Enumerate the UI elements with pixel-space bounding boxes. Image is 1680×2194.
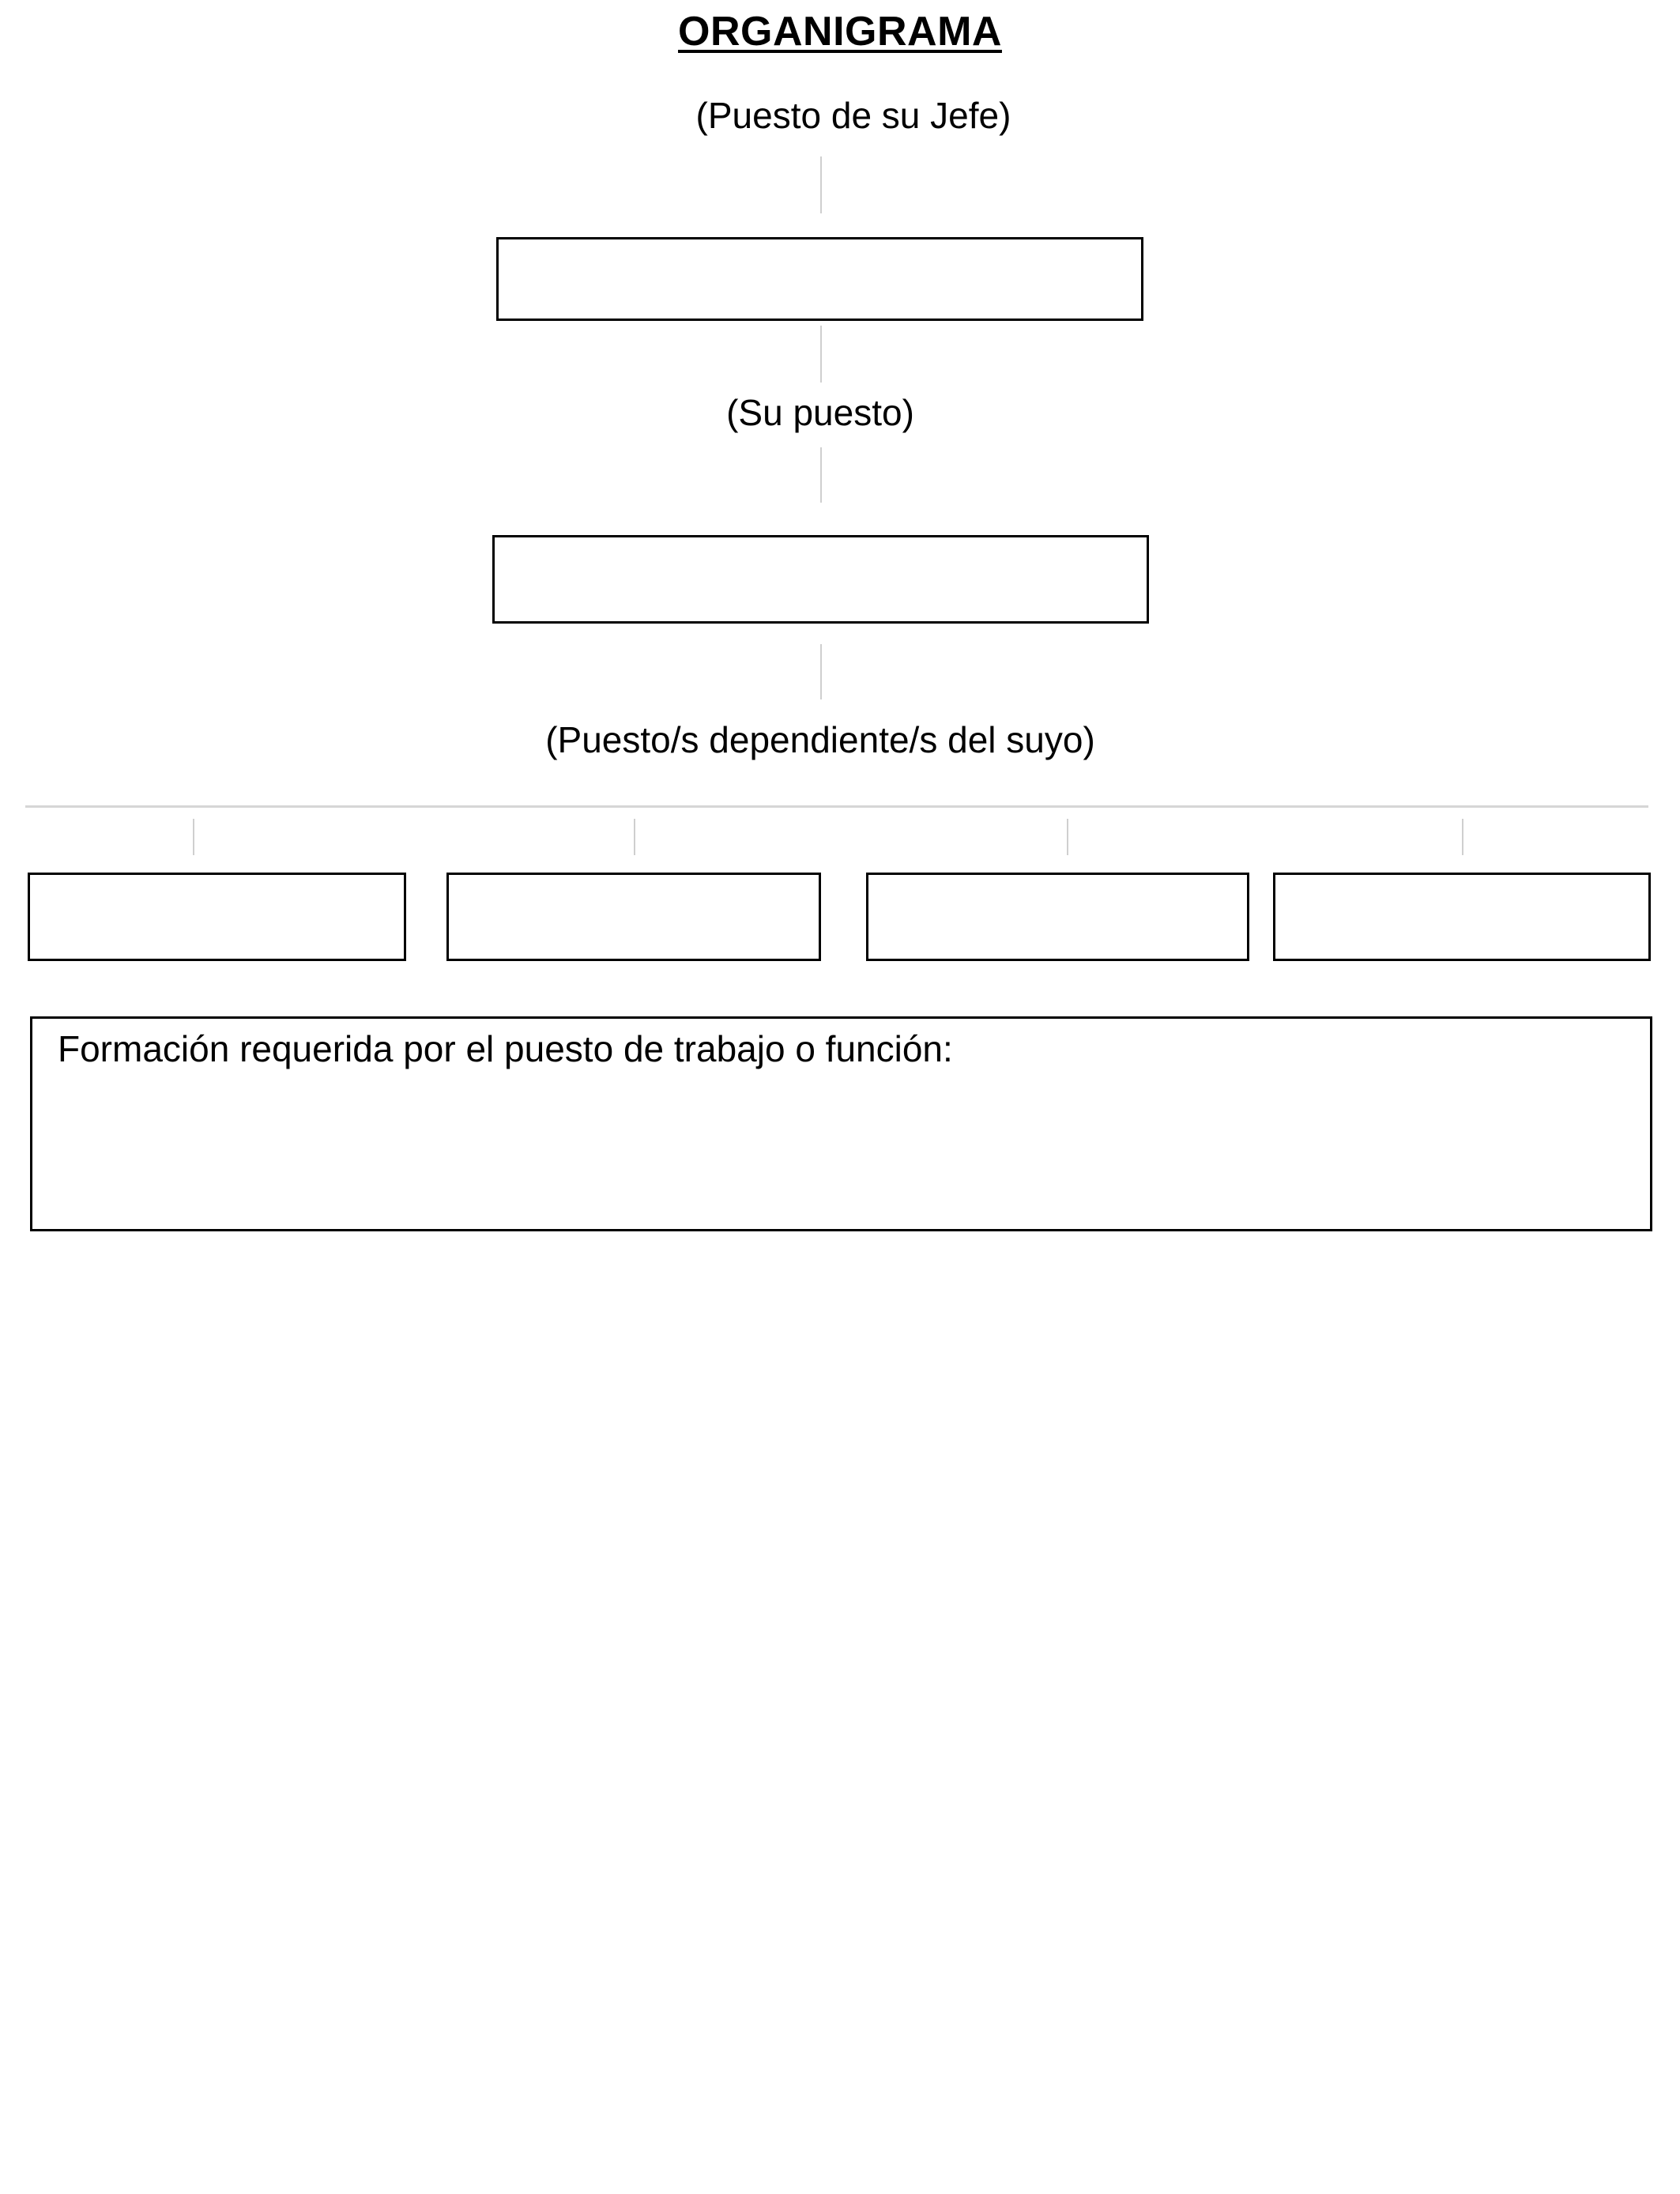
connector-line: [820, 447, 822, 503]
subordinate-position-box[interactable]: [28, 873, 406, 961]
own-position-box[interactable]: [492, 535, 1149, 624]
connector-line: [820, 644, 822, 699]
horizontal-connector: [25, 805, 1648, 808]
page-title: ORGANIGRAMA: [678, 9, 1002, 55]
subordinate-position-box[interactable]: [446, 873, 821, 961]
subordinate-position-box[interactable]: [866, 873, 1249, 961]
boss-position-box[interactable]: [496, 237, 1143, 321]
own-position-label: (Su puesto): [726, 392, 914, 433]
connector-line: [820, 326, 822, 383]
training-requirements-box[interactable]: [30, 1016, 1652, 1231]
subordinate-position-box[interactable]: [1273, 873, 1651, 961]
subordinate-positions-label: (Puesto/s dependiente/s del suyo): [545, 719, 1095, 760]
connector-line: [820, 156, 822, 213]
connector-line: [1462, 819, 1463, 855]
connector-line: [1067, 819, 1068, 855]
boss-position-label: (Puesto de su Jefe): [695, 95, 1011, 136]
connector-line: [193, 819, 194, 855]
training-requirements-label: Formación requerida por el puesto de trabajo o función:: [58, 1028, 953, 1069]
connector-line: [634, 819, 635, 855]
